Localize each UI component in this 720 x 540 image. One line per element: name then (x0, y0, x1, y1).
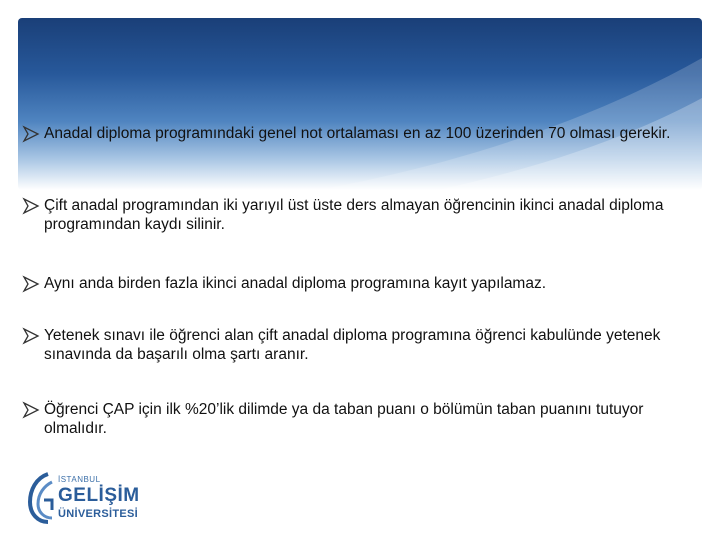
bullet-text: Öğrenci ÇAP için ilk %20’lik dilimde ya da taban puanı o bölümün taban puanını tutuyor olmalıdır. (44, 401, 644, 437)
arrowhead-bullet-icon (22, 327, 40, 345)
header-swoosh (18, 18, 702, 190)
header-gradient-band (18, 18, 702, 190)
logo-line-gelisim: GELİŞİM (58, 485, 140, 506)
bullet-text: Anadal diploma programındaki genel not ortalaması en az 100 üzerinden 70 olması gerekir. (44, 125, 671, 142)
arrowhead-bullet-icon (22, 401, 40, 419)
bullet-item (22, 326, 682, 364)
bullet-item (22, 400, 682, 438)
arrowhead-bullet-icon (22, 197, 40, 215)
arrowhead-bullet-icon (22, 275, 40, 293)
bullet-item (22, 196, 682, 234)
bullet-text: Yetenek sınavı ile öğrenci alan çift anadal diploma programına öğrenci kabulünde yetenek sınavında da başarılı olma şartı aranır. (44, 327, 661, 363)
logo-line-universitesi: ÜNİVERSİTESİ (58, 508, 139, 520)
university-logo (26, 470, 176, 526)
bullet-text: Aynı anda birden fazla ikinci anadal diploma programına kayıt yapılamaz. (44, 275, 547, 292)
university-emblem-icon (26, 470, 56, 526)
arrowhead-bullet-icon (22, 125, 40, 143)
bullet-item (22, 124, 682, 143)
bullet-text: Çift anadal programından iki yarıyıl üst üste ders almayan öğrencinin ikinci anadal diploma programından kaydı silinir. (44, 197, 664, 233)
logo-line-istanbul: İSTANBUL (58, 475, 101, 484)
bullet-item (22, 274, 682, 293)
